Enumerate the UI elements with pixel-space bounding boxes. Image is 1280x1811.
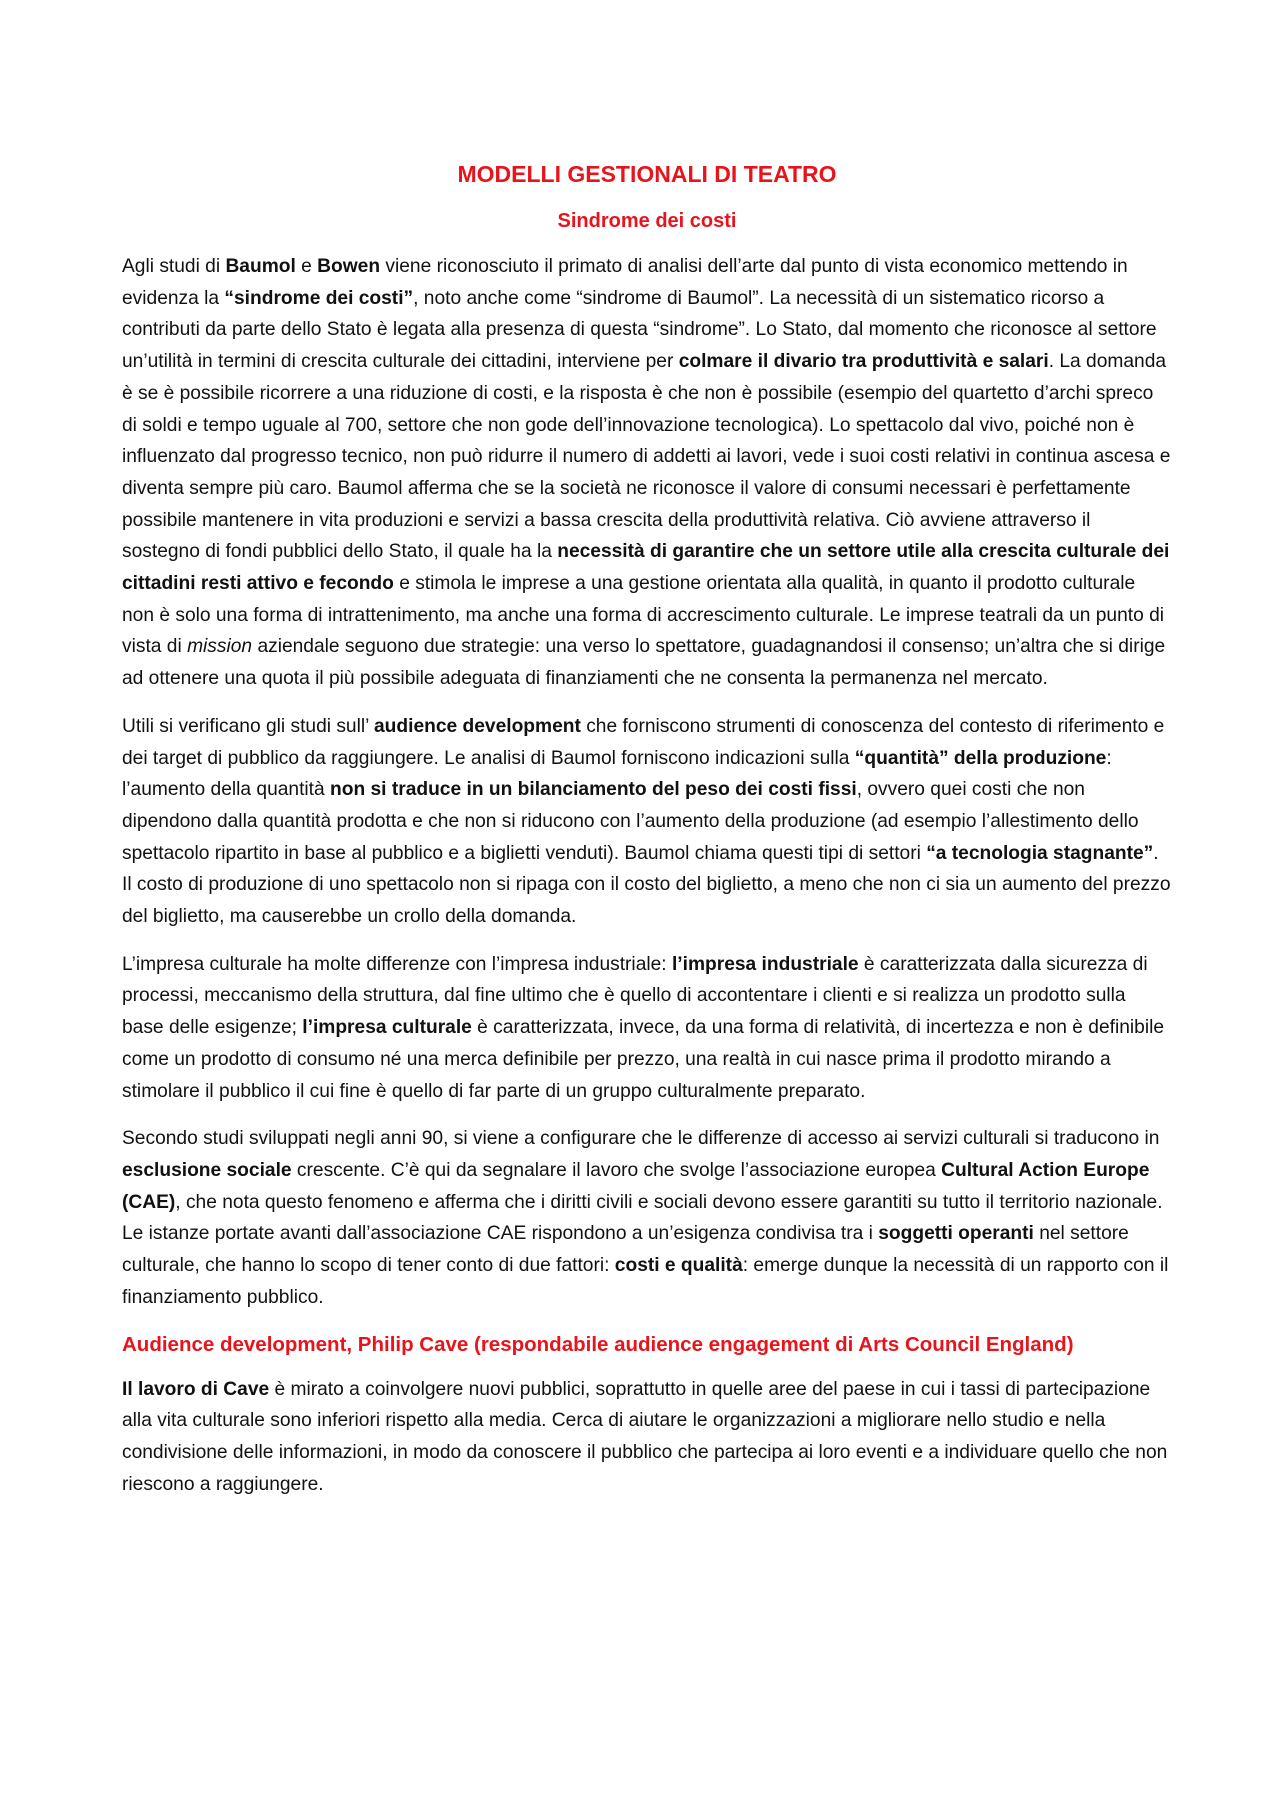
text-run: e stimola le imprese a una gestione orientata alla qualità, in quanto il prodotto culturale non è solo una forma di intrattenimento, ma anche una forma di accrescimento culturale. Le imprese teatrali da un punto di vista di — [122, 573, 1165, 658]
page-title: MODELLI GESTIONALI DI TEATRO — [457, 161, 837, 187]
text-run: Agli studi di — [122, 256, 226, 277]
text-run: viene riconosciuto il primato di analisi dell’arte dal punto di vista economico mettendo in evidenza la — [122, 256, 1128, 309]
text-run: L’impresa culturale ha molte differenze con l’impresa industriale: — [122, 953, 672, 975]
text-run: è caratterizzata dalla sicurezza di processi, meccanismo della struttura, dal fine ultimo che è quello di accontentare i clienti e si realizza un prodotto sulla base delle esigenze; — [122, 953, 1148, 1039]
text-run: che forniscono strumenti di conoscenza del contesto di riferimento e dei target di pubblico da raggiungere. Le analisi di Baumol forniscono indicazioni sulla — [122, 715, 1165, 769]
paragraph — [122, 251, 1172, 695]
bold-text: soggetti operanti — [878, 1223, 1034, 1245]
bold-text: Il lavoro di Cave — [122, 1378, 270, 1400]
text-run: Secondo studi sviluppati negli anni 90, si viene a configurare che le differenze di accesso ai servizi culturali si traducono in — [122, 1128, 1160, 1150]
text-run: . Il costo di produzione di uno spettacolo non si ripaga con il costo del biglietto, a meno che non ci sia un aumento del prezzo del biglietto, ma causerebbe un crollo della domanda. — [122, 842, 1171, 928]
bold-text: Baumol — [225, 256, 296, 277]
bold-text: l’impresa industriale — [671, 953, 859, 975]
italic-text: mission — [187, 636, 253, 658]
document-page — [122, 158, 1172, 1516]
paragraph — [122, 1123, 1172, 1313]
paragraph — [122, 1374, 1172, 1501]
text-run: crescente. C’è qui da segnalare il lavoro che svolge l’associazione europea — [291, 1159, 942, 1181]
bold-text: Bowen — [317, 256, 381, 277]
bold-text: costi e qualità — [614, 1255, 743, 1277]
text-run: nel settore culturale, che hanno lo scopo di tener conto di due fattori: — [122, 1223, 1129, 1277]
bold-text: Cultural Action Europe (CAE) — [122, 1159, 1150, 1213]
text-run: , noto anche come “sindrome di Baumol”. La necessità di un sistematico ricorso a contributi da parte dello Stato è legata alla presenza di questa “sindrome”. Lo Stato, dal momento che riconosce al settore un’utilità in termini di crescita culturale dei cittadini, interviene per — [122, 287, 1157, 373]
bold-text: l’impresa culturale — [302, 1017, 472, 1039]
bold-text: colmare il divario tra produttività e salari — [678, 351, 1049, 373]
body-paragraphs — [122, 251, 1172, 1314]
paragraph — [122, 949, 1172, 1108]
text-run: : l’aumento della quantità — [122, 747, 1112, 801]
bold-text: “a tecnologia stagnante” — [926, 842, 1154, 864]
text-run: aziendale seguono due strategie: una verso lo spettatore, guadagnandosi il consenso; un’altra che si dirige ad ottenere una quota il più possibile adeguata di finanziamenti che ne consenta la permanenza nel mercato. — [122, 636, 1166, 690]
bold-text: “quantità” della produzione — [854, 747, 1107, 769]
bold-text: non si traduce in un bilanciamento del peso dei costi fissi — [330, 779, 857, 801]
text-run: , che nota questo fenomeno e afferma che i diritti civili e sociali devono essere garantiti su tutto il territorio nazionale. Le istanze portate avanti dall’associazione CAE rispondono a un’esigenza condivisa tra i — [122, 1191, 1163, 1245]
text-run: , ovvero quei costi che non dipendono dalla quantità prodotta e che non si riducono con l’aumento della produzione (ad esempio l’allestimento dello spettacolo ripartito in base al pubblico e a biglietti venduti). Baumol chiama questi tipi di settori — [122, 779, 1139, 864]
text-run: . La domanda è se è possibile ricorrere a una riduzione di costi, e la risposta è che non è possibile (esempio del quartetto d’archi spreco di soldi e tempo uguale al 700, settore che non gode dell’innovazione tecnologica). Lo spettacolo dal vivo, poiché non è influenzato dal progresso tecnico, non può ridurre il numero di addetti ai lavori, vede i suoi costi relativi in continua ascesa e diventa sempre più caro. Baumol afferma che se la società ne riconosce il valore di consumi necessari è perfettamente possibile mantenere in vita produzioni e servizi a bassa crescita della produttività relativa. Ciò avviene attraverso il sostegno di fondi pubblici dello Stato, il quale ha la — [122, 351, 1171, 563]
bold-text: audience development — [374, 715, 581, 737]
text-run: : emerge dunque la necessità di un rapporto con il finanziamento pubblico. — [122, 1255, 1169, 1308]
text-run: Utili si verificano gli studi sull’ — [122, 715, 375, 737]
bold-text: necessità di garantire che un settore utile alla crescita culturale dei cittadini resti attivo e fecondo — [122, 541, 1170, 595]
text-run: e — [295, 256, 318, 277]
text-run: è mirato a coinvolgere nuovi pubblici, soprattutto in quelle aree del paese in cui i tassi di partecipazione alla vita culturale sono inferiori rispetto alla media. Cerca di aiutare le organizzazioni a migliorare nello studio e nella condivisione delle informazioni, in modo da conoscere il pubblico che partecipa ai loro eventi e a individuare quello che non riescono a raggiungere. — [122, 1378, 1168, 1495]
bold-text: esclusione sociale — [122, 1159, 292, 1181]
text-run: è caratterizzata, invece, da una forma di relatività, di incertezza e non è definibile come un prodotto di consumo né una merca definibile per prezzo, una realtà in cui nasce prima il prodotto mirando a stimolare il pubblico il cui fine è quello di far parte di un gruppo culturalmente preparato. — [122, 1017, 1165, 1102]
bold-text: “sindrome dei costi” — [224, 287, 414, 309]
page-subtitle: Sindrome dei costi — [557, 210, 737, 232]
paragraph — [122, 711, 1172, 933]
section-heading: Audience development, Philip Cave (respondabile audience engagement di Arts Council England) — [122, 1332, 1074, 1356]
